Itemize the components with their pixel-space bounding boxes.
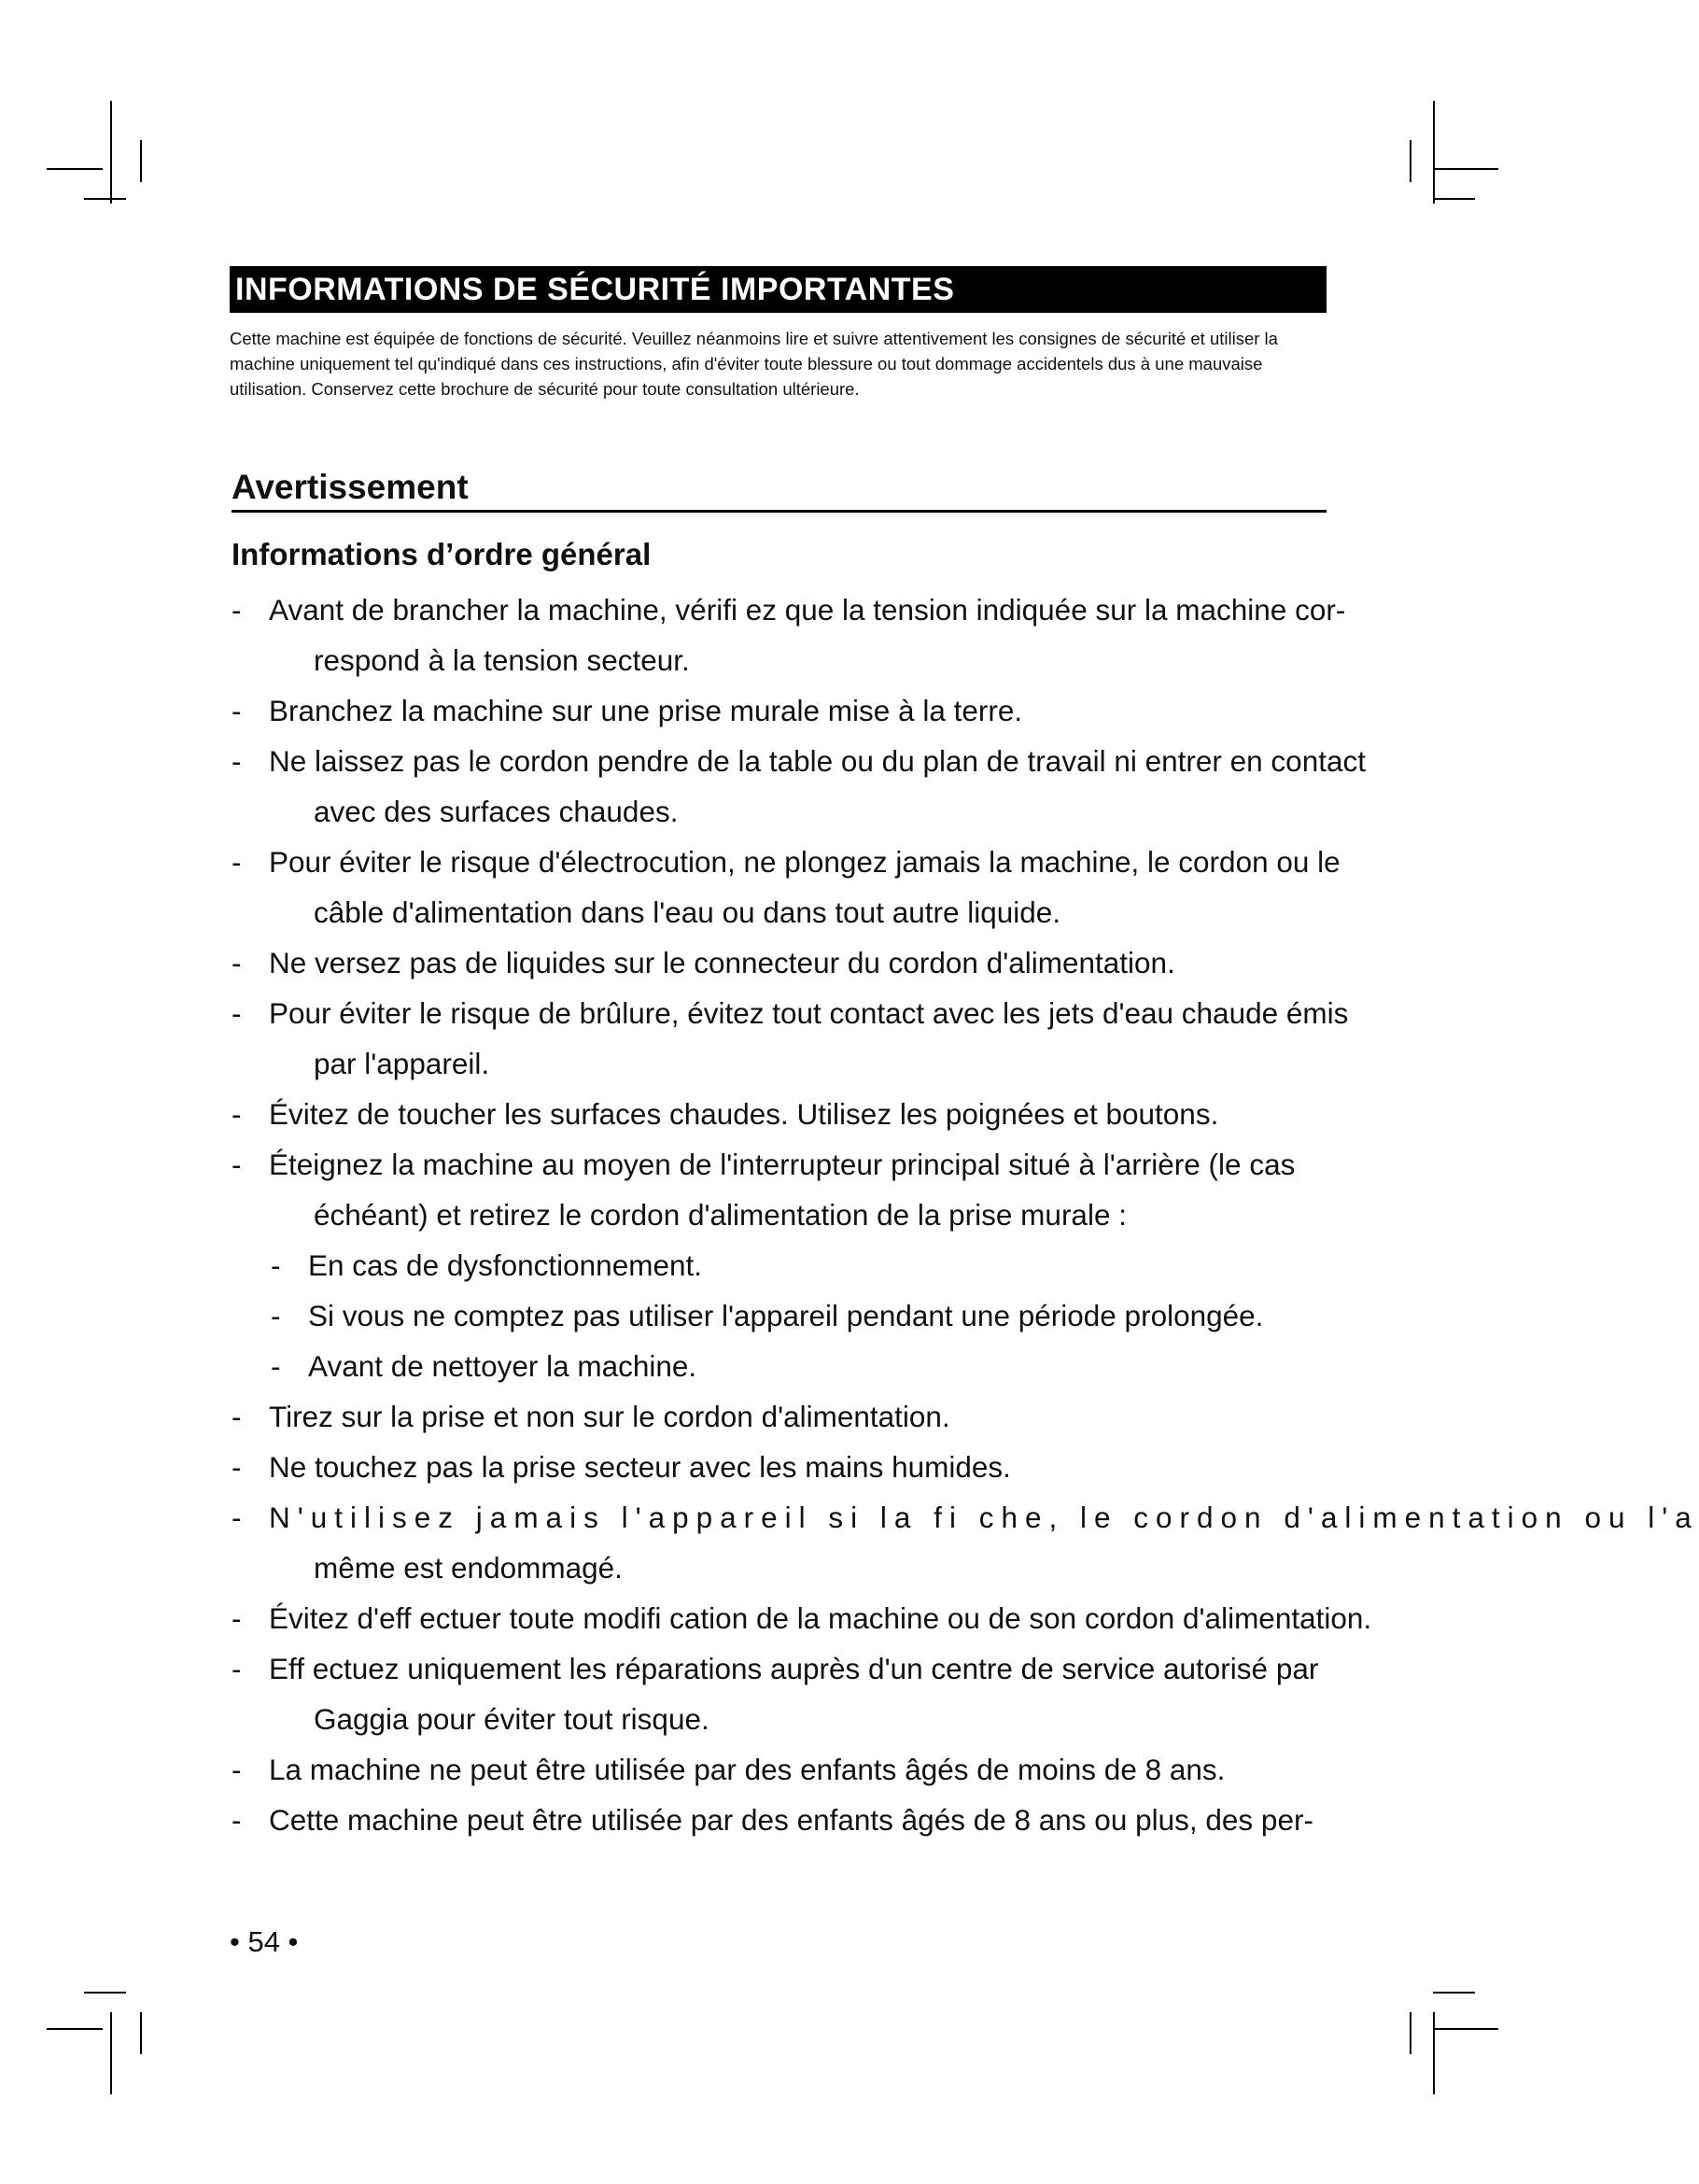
list-item: [232, 1391, 1538, 1442]
sub-list-item: [232, 1240, 1538, 1290]
list-item: [232, 1139, 1538, 1240]
crop-mark: [110, 101, 112, 204]
list-item-continuation: respond à la tension secteur.: [314, 643, 690, 677]
crop-mark: [140, 2012, 142, 2054]
list-item-text: Avant de brancher la machine, vérifi ez que la tension indiquée sur la machine cor-: [269, 593, 1346, 627]
crop-mark: [84, 1992, 126, 1994]
list-item-continuation: Gaggia pour éviter tout risque.: [314, 1702, 709, 1736]
crop-mark: [1410, 140, 1411, 182]
crop-mark: [84, 198, 126, 200]
crop-mark: [140, 140, 142, 182]
list-item-text: Éteignez la machine au moyen de l'interrupteur principal situé à l'arrière (le cas: [269, 1148, 1296, 1181]
list-item-text: Eff ectuez uniquement les réparations auprès d'un centre de service autorisé par: [269, 1652, 1319, 1685]
list-item: [232, 585, 1538, 685]
bullet-dash: -: [232, 1097, 242, 1131]
list-item-text: Évitez d'eff ectuer toute modifi cation de la machine ou de son cordon d'alimentation.: [269, 1601, 1372, 1635]
list-item-text: Si vous ne comptez pas utiliser l'appareil pendant une période prolongée.: [308, 1299, 1264, 1332]
list-item-text: Pour éviter le risque d'électrocution, ne plongez jamais la machine, le cordon ou le: [269, 845, 1341, 879]
list-item-text: Cette machine peut être utilisée par des enfants âgés de 8 ans ou plus, des per-: [269, 1803, 1313, 1837]
crop-mark: [1433, 101, 1435, 204]
list-item-text: Tirez sur la prise et non sur le cordon d'alimentation.: [269, 1400, 950, 1433]
list-item-text: N'utilisez jamais l'appareil si la fi che, le cordon d'alimentation ou l'a: [269, 1501, 1699, 1534]
list-item-text: Ne touchez pas la prise secteur avec les mains humides.: [269, 1450, 1011, 1484]
list-item-continuation: échéant) et retirez le cordon d'alimentation de la prise murale :: [314, 1198, 1127, 1232]
crop-mark: [1433, 1992, 1475, 1994]
crop-mark: [1433, 198, 1475, 200]
bullet-dash: -: [232, 744, 242, 778]
list-item-text: En cas de dysfonctionnement.: [308, 1248, 703, 1282]
bullet-dash: -: [271, 1299, 281, 1332]
list-item-text: Ne versez pas de liquides sur le connecteur du cordon d'alimentation.: [269, 946, 1175, 979]
page-title: INFORMATIONS DE SÉCURITÉ IMPORTANTES: [230, 266, 1327, 313]
list-item-text: Branchez la machine sur une prise murale mise à la terre.: [269, 694, 1023, 727]
bullet-dash: -: [232, 845, 242, 879]
list-item: [232, 1593, 1538, 1643]
crop-mark: [110, 2012, 112, 2094]
list-item: [232, 988, 1538, 1089]
crop-mark: [47, 168, 103, 170]
bullet-dash: -: [232, 1652, 242, 1685]
bullet-dash: -: [271, 1248, 281, 1282]
list-item-text: Ne laissez pas le cordon pendre de la table ou du plan de travail ni entrer en contact: [269, 744, 1366, 778]
bullet-dash: -: [232, 1450, 242, 1484]
bullet-dash: -: [232, 1601, 242, 1635]
bullet-dash: -: [271, 1349, 281, 1383]
list-item: [232, 736, 1538, 837]
list-item: [232, 937, 1538, 988]
bullet-dash: -: [232, 1753, 242, 1786]
bullet-dash: -: [232, 593, 242, 627]
bullet-list: [232, 585, 1699, 1845]
subheading: Informations d’ordre général: [232, 537, 652, 571]
list-item: [232, 1089, 1538, 1139]
bullet-dash: -: [232, 946, 242, 979]
crop-mark: [1433, 2028, 1498, 2030]
crop-mark: [1410, 2012, 1411, 2054]
list-item-continuation: câble d'alimentation dans l'eau ou dans tout autre liquide.: [314, 895, 1061, 929]
list-item: [232, 1795, 1538, 1845]
list-item-continuation: avec des surfaces chaudes.: [314, 795, 679, 828]
list-item-text: Évitez de toucher les surfaces chaudes. Utilisez les poignées et boutons.: [269, 1097, 1219, 1131]
page-number: • 54 •: [230, 1925, 299, 1958]
list-item: [232, 1744, 1538, 1795]
list-item-continuation: par l'appareil.: [314, 1047, 490, 1080]
sub-list-item: [232, 1341, 1538, 1391]
intro-paragraph: Cette machine est équipée de fonctions de sécurité. Veuillez néanmoins lire et suivre attentivement les consignes de sécurité et utiliser la machine uniquement tel qu'indiqué dans ces instructions, afin d'éviter toute blessure ou tout dommage accidentels dus à une mauvaise utilisation. Conservez cette brochure de sécurité pour toute consultation ultérieure.: [230, 329, 1278, 399]
list-item-text: Pour éviter le risque de brûlure, évitez tout contact avec les jets d'eau chaude émis: [269, 996, 1349, 1030]
crop-mark: [47, 2028, 103, 2030]
list-item: [232, 685, 1538, 736]
list-item: [232, 1492, 1699, 1593]
sub-list-item: [232, 1290, 1538, 1341]
bullet-dash: -: [232, 996, 242, 1030]
list-item-text: Avant de nettoyer la machine.: [308, 1349, 697, 1383]
bullet-dash: -: [232, 1803, 242, 1837]
list-item: [232, 837, 1538, 937]
crop-mark: [1433, 2012, 1435, 2094]
bullet-dash: -: [232, 1400, 242, 1433]
bullet-dash: -: [232, 694, 242, 727]
bullet-dash: -: [232, 1501, 242, 1534]
crop-mark: [1433, 168, 1498, 170]
list-item-text: La machine ne peut être utilisée par des enfants âgés de moins de 8 ans.: [269, 1753, 1226, 1786]
list-item: [232, 1442, 1538, 1492]
list-item: [232, 1643, 1538, 1744]
bullet-dash: -: [232, 1148, 242, 1181]
list-item-continuation: même est endommagé.: [314, 1551, 623, 1585]
section-heading: Avertissement: [232, 465, 1327, 513]
